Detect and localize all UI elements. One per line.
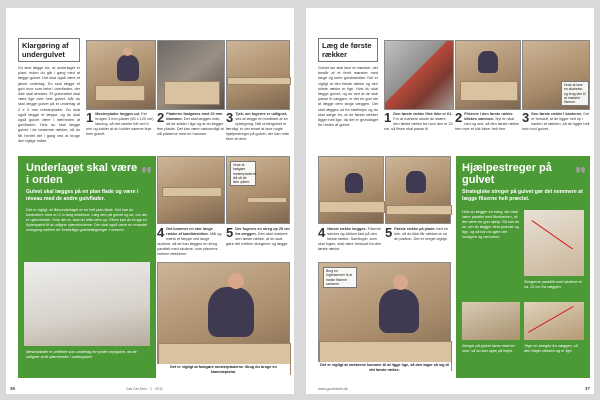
left-intro-text: Du skal lægge for, at underlaget er plant, inden du går i gang med at lægge gulvet. Det skal også være et jævnt underlag. Du skal lægge et gulv hvor som helst i overfladen, der ikke skal ændres. Et gulvmøbel skal være lige over hele gulvet. Når du skal lægge gulvet på et underlag af 2 x 3 mm mesterplader. Du skal også lægge et tæppe, og du skal også gulvet være i nærheden af gulvfladen. Hvis du skal lægge gulvet i de bestemte rækker, så du får hentet det i gang ved at bruge den rigtige måde. [18,66,80,143]
right-green-box [456,156,590,378]
step-4 [157,227,224,257]
helper-line-photo-left [462,302,520,340]
left-green-title: Underlaget skal være i orden [26,162,138,186]
step-5-text: Den skal markere den første række, at du skal gøre det mellem stregerne og lægge. [226,232,289,246]
right-step-1-text: For at markere skulle du skære den første række fra hvor den er 22 cm, så flisen skal passe til. [384,117,453,131]
step-4-number: 4 [157,225,165,240]
left-green-text: Det er vigtigt, at fliseunderlaget er en helt plan flade. Det kan du kontrollere med en 2 m lang retskinne. Læg den på gulvet og se, om der er ujævnheder. Hvis der er, skal du rette dem op. Ellers kan du bruge en flydespartel til at udligne ujævnhederne. Der skal også være en ensartet overgang mellem de forskellige gulvbelægninger i rummet. [26,208,148,232]
socks-icon [142,160,152,166]
step-1-number: 1 [86,110,94,125]
left-green-caption: Mesterplader er perfekte som underlag for tynde vinylgulve, da de udligner små ujævnheder i undergulvet. [26,350,137,359]
right-step-2-photo [455,40,521,110]
right-step-5-title: Første række på plads [394,227,435,231]
step-2-title: Pladerne fastgøres med 20 mm klammer. [166,112,223,121]
step-1-title: Mesterplader lægges ud. [95,112,140,116]
right-step-4-photo-a [318,156,384,224]
right-green-title: Hjælpestreger på gulvet [462,162,552,186]
left-footer: Gør Det Selv · 1 · 2011 [126,387,163,391]
step-3 [226,112,290,142]
left-green-box [18,156,156,378]
underlay-photo [24,262,150,346]
right-step-2-title: Fliserne i den første række klikkes sammen. [464,112,513,121]
right-green-lead: Strategiske streger på gulvet gør det nemmere at lægge fliserne helt præcist. [462,189,583,202]
step-3-number: 3 [226,110,234,125]
right-footer: www.gordetselv.dk [318,387,348,391]
right-step-4-text: Fliserne samles og klikkes fast på den første række. Samlinger, som skal fuges, skal være forskudt fra den første række. [318,227,382,251]
left-page-number: 36 [10,386,16,391]
right-page-number: 37 [584,386,590,391]
step-5-title: Der fugeres en streg op 25 cm fra væggen. [235,227,290,236]
step-5-number: 5 [226,225,234,240]
right-step-3-number: 3 [522,110,530,125]
step-3-photo [226,40,290,110]
right-step-1-title: Den første række flise ikke er 61. [393,112,453,116]
right-photo-note-mid: Brug en fugehammer til at banke fliserne sammen. [323,267,357,288]
step-1-photo [86,40,156,110]
step-3-text: ved at lægge en bredkant af en oplægning. Når undergulvet er færdigt, er det smart at lave nogle hjælpestreger på gulvet, der kan rette flere af dem. [226,117,290,141]
step-5-photo-note: Husk at fastgøre mesterpladerne lidt så de ikke rykker. [230,161,256,186]
step-2-number: 2 [157,110,165,125]
stapling-photo [157,262,290,374]
step-4-photo [157,156,225,224]
left-page [6,8,294,394]
right-step-5 [385,227,451,242]
step-4-text: Mål og mærk et tæppe ved lange skulene, så de kan lægges en streg parallelt med skulene, som placeres mellem rækkerne. [157,232,222,256]
right-page [306,8,594,394]
right-step-1-photo [384,40,454,110]
right-step-4 [318,227,383,252]
right-step-4-title: Næste række lægges. [327,227,367,231]
step-1-text: Før brugen 3 mm plader (60 x 120 cm) løsning, så det samler lidt ved 6 mm og kabler at du holder samme linje hele gulvet. [86,112,154,136]
right-step-2-number: 2 [455,110,463,125]
step-5 [226,227,290,247]
right-step-3-text: Det er fornødt, at de ligger helt op i kanten af rækken, så de ligger helt ned mod gulvet. [522,112,590,131]
step-1 [86,112,155,137]
right-step-2-text: Nyt én skal ned og ned, så den første række hen over et klik bliver helt hen. [455,117,520,131]
right-green-text: Hvis du lægger en streg, der skal være parallel med flisekanten, vil det være en god hjælp. Så kan du se, om du lægger dem præcist og lige, og så kan du gøre det hurtigere og nemmere. [462,210,520,239]
step-2-text: Det skal lægges inde, så de sidder i lige og at du lægger fem plader. Det kan være nødvendigt at slå pladerne med en hammer. [157,117,224,136]
right-green-caption-right: Tegn en stregen fra væggen, så den følger rækken og er lige. [524,344,578,353]
step-4-title: Det kommer en stor lange række af kantlimstriber. [166,227,213,236]
helper-line-photo-top [524,210,584,276]
right-green-note: Stregerne parallelt med skulene er ca. 25 cm fra væggen. [524,280,583,289]
right-intro-text: Gulvet ser skal lave et mønster, der består af et ferrit mønster med lange og korte gulvbrædder. Det er vigtigt at den første række og den sidste række er lige. Hvis du skal lægge gulvet, og du ved at de skal passe til væggen, er det en god ide at lægge dem langs væggen. Det skal lægges ud fra startlinjen og du skal sørge for, at de første rækker ligger helt lige, da det er grundlaget for resten af gulvet. [318,66,378,128]
right-step-3-photo [522,40,590,110]
left-green-lead: Gulvet skal lægges på en plan flade og være i niveau med de andre gulvflader. [26,189,139,202]
right-step-4-number: 4 [318,225,326,240]
socks-icon-right [576,160,586,166]
step-5-photo [226,156,290,224]
stapling-caption: Det er vigtigt at fastgøre mesterpladerne. Brug du bruge en klammepistol. [157,364,290,376]
step-2-photo [157,40,225,110]
right-step-5-photo [385,156,451,224]
step-3-title: Tjek, om fugerne er udlignet, [235,112,288,116]
left-page-title: Klargøring af undergulvet [22,41,69,59]
left-title-box [18,38,80,62]
step-2 [157,112,224,137]
right-step-1-number: 1 [384,110,392,125]
right-step-2 [455,112,520,132]
right-step-3-title: Den første række i kanterne, [531,112,583,116]
right-step-1 [384,112,453,132]
right-photo-note-top: Husk at lave en skabelon, og brug den til at markere fliserne. [561,81,589,106]
right-rows-photo [318,262,451,370]
right-step-3 [522,112,590,132]
right-step-5-text: med en kile, så du ikke får rækkerne ud af position. Det er meget vigtigt. [394,227,449,241]
right-rows-caption: Det er vigtigt at rækkerne kommer til at ligge lige, så den tager så sig til det første række. [318,362,451,374]
right-title-box [318,38,378,62]
right-page-title: Læg de første rækker [322,41,372,59]
right-green-caption-left: Streger på gulvet laves med en snor, så du kan sigte på linjen. [462,344,515,353]
helper-line-photo-right [524,302,584,340]
right-step-5-number: 5 [385,225,393,240]
